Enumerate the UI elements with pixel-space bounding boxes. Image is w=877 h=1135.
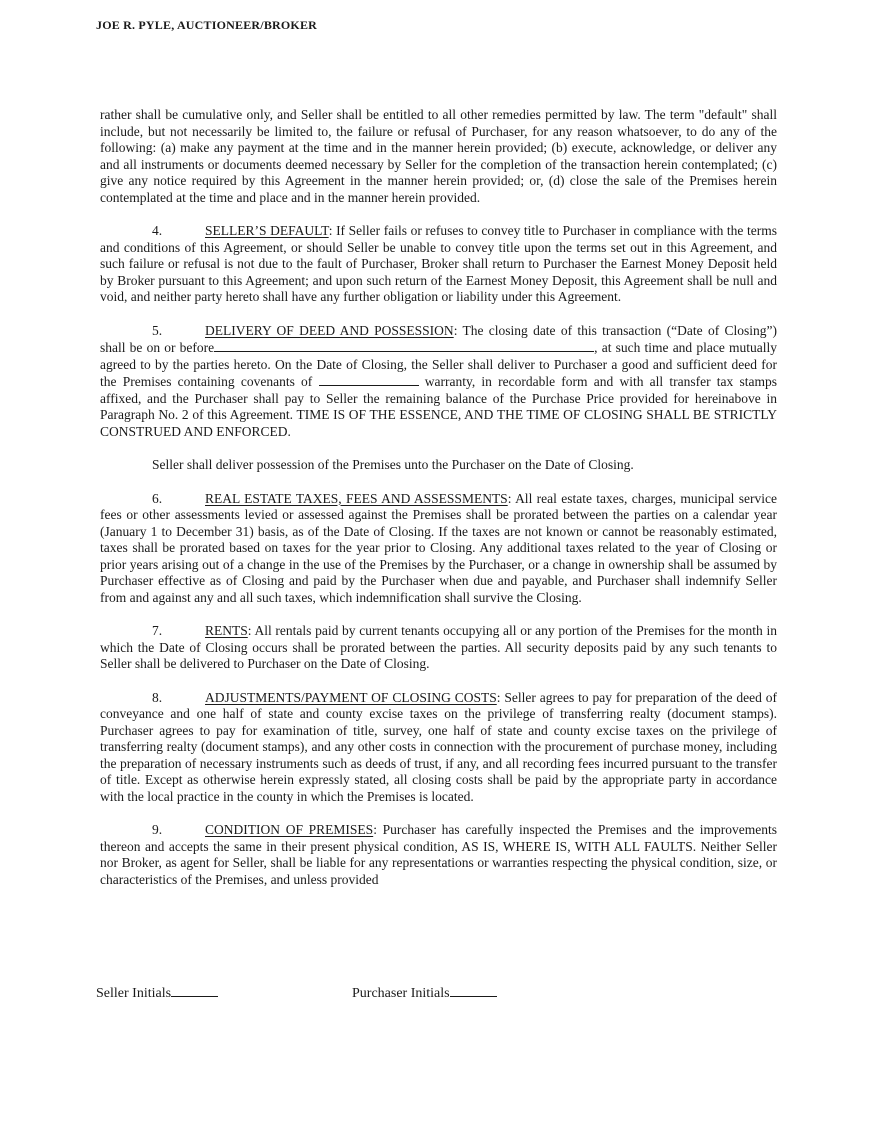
seller-initials-blank[interactable] (171, 984, 218, 997)
clause-9-heading: CONDITION OF PREMISES (205, 822, 374, 837)
clause-9-number: 9. (152, 822, 163, 837)
clause-7 (100, 623, 777, 673)
clause-7-number: 7. (152, 623, 163, 638)
warranty-type-blank[interactable] (319, 373, 419, 386)
date-of-closing-blank[interactable] (214, 339, 594, 352)
clause-6-separator: : (507, 490, 512, 506)
seller-initials-block (96, 984, 352, 1002)
clause-6 (100, 491, 777, 607)
document-header: JOE R. PYLE, AUCTIONEER/BROKER (96, 18, 318, 32)
clause-7-heading: RENTS (205, 623, 248, 638)
clause-4-number: 4. (152, 223, 163, 238)
clause-5-text-after-date: , at such time and place mutually agreed to by the parties hereto. On the Date of Closing, the Seller shall deliver to Purchaser a good and sufficient deed for the Premises containing covenants of (100, 340, 777, 389)
seller-initials-label: Seller Initials (96, 986, 172, 1001)
clause-6-text: All real estate taxes, charges, municipal service fees or other assessments levied or assessed against the Premises shall be prorated between the parties on a calendar year (January 1 to December 31) basis, as of the Date of Closing. If the taxes are not known or cannot be reasonably estimated, taxes shall be prorated based on taxes for the year prior to Closing. Any additional taxes related to the year of Closing or prior years arising out of a change in the use of the Premises by the Purchaser, or a change in ownership shall be assumed by Purchaser effective as of Closing and paid by the Purchaser when due and payable, and Purchaser shall indemnify Seller from and against any and all such taxes, which indemnification shall survive the Closing. (100, 490, 777, 605)
clause-5-separator: : (453, 322, 458, 338)
clause-6-heading: REAL ESTATE TAXES, FEES AND ASSESSMENTS (205, 490, 508, 506)
clause-9 (100, 822, 777, 888)
clause-5-number: 5. (152, 322, 163, 338)
purchaser-initials-block (352, 984, 497, 1002)
clause-8-heading: ADJUSTMENTS/PAYMENT OF CLOSING COSTS (205, 689, 497, 705)
clause-8 (100, 690, 777, 806)
clause-5-heading: DELIVERY OF DEED AND POSSESSION (205, 322, 454, 338)
clause-7-text: All rentals paid by current tenants occupying all or any portion of the Premises for the month in which the Date of Closing occurs shall be prorated between the parties. All security deposits paid by any such tenants to Seller shall be delivered to Purchaser on the Date of Closing. (100, 623, 777, 671)
clause-4-heading: SELLER’S DEFAULT (205, 223, 329, 238)
clause-9-text: Purchaser has carefully inspected the Premises and the improvements thereon and accepts the same in their present physical condition, AS IS, WHERE IS, WITH ALL FAULTS. Neither Seller nor Broker, as agent for Seller, shall be liable for any representations or warranties respecting the physical condition, size, or characteristics of the Premises, and unless provided (100, 822, 777, 887)
clause-4-separator: : (328, 223, 333, 238)
initials-footer (96, 984, 777, 1002)
purchaser-initials-label: Purchaser Initials (352, 986, 450, 1001)
clause-8-number: 8. (152, 689, 163, 705)
clause-8-separator: : (496, 689, 501, 705)
clause-5-text-before-date: The closing date of this transaction (“Date of Closing”) shall be on or before (100, 322, 777, 355)
possession-paragraph: Seller shall deliver possession of the Premises unto the Purchaser on the Date of Closing. (152, 457, 634, 472)
clause-7-separator: : (247, 623, 252, 638)
document-body (100, 107, 777, 888)
clause-6-number: 6. (152, 490, 163, 506)
purchaser-initials-blank[interactable] (450, 984, 497, 997)
clause-4-text: If Seller fails or refuses to convey title to Purchaser in compliance with the terms and conditions of this Agreement, or should Seller be unable to convey title upon the terms set out in this Agreement, and such failure or refusal is not due to the fault of Purchaser, Broker shall return to Purchaser the Earnest Money Deposit held by Broker pursuant to this Agreement; and upon such return of the Earnest Money Deposit, this Agreement shall be null and void, and neither party hereto shall have any further obligation or liability under this Agreement. (100, 223, 778, 304)
clause-9-separator: : (373, 822, 377, 837)
clause-5-text-after-warranty: warranty, in recordable form and with all transfer tax stamps affixed, and the Purchaser shall pay to Seller the remaining balance of the Purchase Price provided for hereinabove in Paragraph No. 2 of this Agreement. TIME IS OF THE ESSENCE, AND THE TIME OF CLOSING SHALL BE STRICTLY CONSTRUED AND ENFORCED. (100, 374, 778, 439)
clause-8-text: Seller agrees to pay for preparation of the deed of conveyance and one half of state and county excise taxes on the privilege of transferring realty (document stamps). Purchaser agrees to pay for examination of title, survey, one half of state and county excise taxes on the privilege of transferring realty (document stamps), and any other costs in connection with the procurement of purchase money, including the preparation of necessary instruments such as deeds of trust, if any, and all recording fees incurred pursuant to the transfer of title. Except as otherwise herein expressly stated, all closing costs shall be paid by the appropriate party in accordance with the local practice in the county in which the Premises is located. (100, 689, 777, 804)
clause-5 (100, 323, 777, 441)
intro-paragraph: rather shall be cumulative only, and Seller shall be entitled to all other remedies permitted by law. The term "default" shall include, but not necessarily be limited to, the failure or refusal of Purchaser, for any reason whatsoever, to do any of the following: (a) make any payment at the time and in the manner herein provided; (b) execute, acknowledge, or deliver any and all instruments or documents deemed necessary by Seller for the completion of the transaction herein contemplated; (c) give any notice required by this Agreement in the manner herein provided; or, (d) close the sale of the Premises herein contemplated at the time and place and in the manner herein provided. (100, 107, 777, 205)
clause-4 (100, 223, 777, 306)
